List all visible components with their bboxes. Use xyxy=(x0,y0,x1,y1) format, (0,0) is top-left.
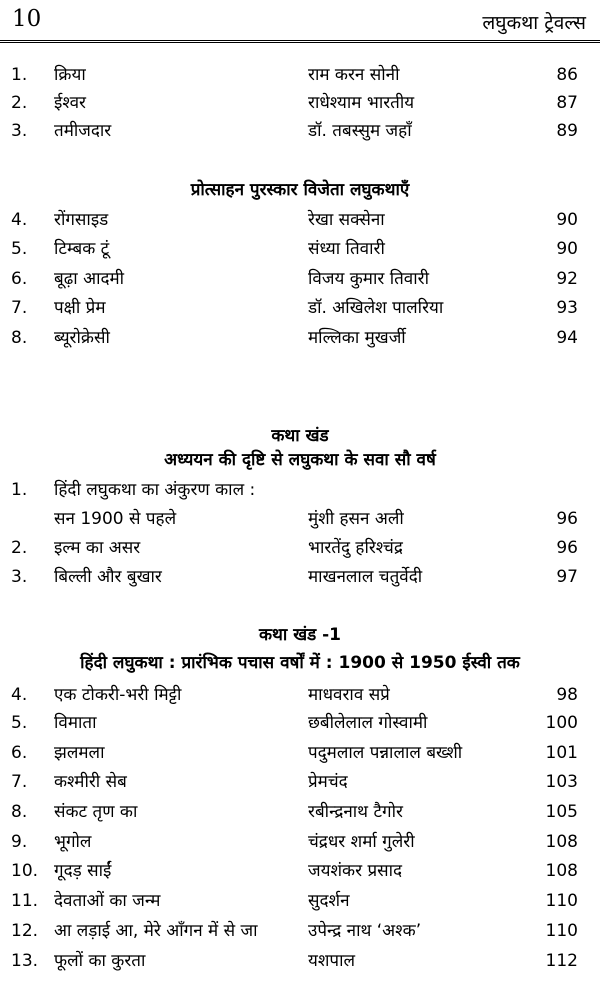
entry-page: 86 xyxy=(556,65,578,85)
section-heading: कथा खंड -1 xyxy=(258,625,342,645)
toc-row xyxy=(0,60,600,90)
entry-page: 108 xyxy=(545,832,578,852)
toc-row xyxy=(0,797,600,827)
entry-number: 4. xyxy=(11,210,28,230)
entry-number: 3. xyxy=(11,567,28,587)
entry-author: माधवराव सप्रे xyxy=(308,685,390,705)
entry-author: छबीलेलाल गोस्वामी xyxy=(308,713,428,733)
entry-number: 4. xyxy=(11,685,28,705)
entry-page: 110 xyxy=(545,921,578,941)
entry-number: 7. xyxy=(11,772,28,792)
entry-page: 87 xyxy=(556,93,578,113)
entry-author: रेखा सक्सेना xyxy=(308,210,385,230)
toc-row xyxy=(0,886,600,916)
entry-title: संकट तृण का xyxy=(54,802,138,822)
entry-author: मल्लिका मुखर्जी xyxy=(308,328,406,348)
entry-page: 108 xyxy=(545,861,578,881)
entry-number: 2. xyxy=(11,93,28,113)
entry-number: 7. xyxy=(11,298,28,318)
toc-row xyxy=(0,264,600,294)
entry-title: पक्षी प्रेम xyxy=(54,298,106,318)
page-header xyxy=(0,0,600,40)
entry-page: 97 xyxy=(556,567,578,587)
entry-title: आ लड़ाई आ, मेरे आँगन में से जा xyxy=(54,921,258,941)
entry-title: बूढ़ा आदमी xyxy=(54,269,125,289)
entry-page: 89 xyxy=(556,121,578,141)
entry-page: 96 xyxy=(556,509,578,529)
entry-title: तमीजदार xyxy=(54,121,112,141)
toc-row xyxy=(0,738,600,768)
entry-page: 90 xyxy=(556,210,578,230)
entry-author: विजय कुमार तिवारी xyxy=(308,269,430,289)
entry-page: 110 xyxy=(545,891,578,911)
entry-author: यशपाल xyxy=(308,951,356,971)
entry-page: 93 xyxy=(556,298,578,318)
entry-page: 112 xyxy=(545,951,578,971)
entry-number: 13. xyxy=(11,951,39,971)
section-subheading: हिंदी लघुकथा : प्रारंभिक पचास वर्षों में : 1900 से 1950 ईस्वी तक xyxy=(80,653,520,673)
entry-number: 2. xyxy=(11,538,28,558)
entry-number: 9. xyxy=(11,832,28,852)
entry-number: 12. xyxy=(11,921,39,941)
entry-page: 96 xyxy=(556,538,578,558)
entry-number: 11. xyxy=(11,891,39,911)
running-title: लघुकथा ट्रेवल्स xyxy=(482,12,586,34)
entry-title: गूदड़ साईं xyxy=(54,861,112,881)
entry-title: देवताओं का जन्म xyxy=(54,891,161,911)
entry-number: 5. xyxy=(11,713,28,733)
toc-row xyxy=(0,504,600,534)
toc-row xyxy=(0,88,600,118)
toc-row xyxy=(0,767,600,797)
entry-author: चंद्रधर शर्मा गुलेरी xyxy=(308,832,415,852)
entry-author: भारतेंदु हरिश्चंद्र xyxy=(308,538,403,558)
entry-author: उपेन्द्र नाथ ‘अश्क’ xyxy=(308,921,422,941)
entry-author: माखनलाल चतुर्वेदी xyxy=(308,567,423,587)
entry-number: 8. xyxy=(11,328,28,348)
entry-page: 98 xyxy=(556,685,578,705)
entry-title: क्रिया xyxy=(54,65,86,85)
entry-title: एक टोकरी-भरी मिट्टी xyxy=(54,685,182,705)
entry-number: 5. xyxy=(11,239,28,259)
toc-row xyxy=(0,946,600,976)
entry-title: टिम्बक टूं xyxy=(54,239,110,259)
entry-number: 3. xyxy=(11,121,28,141)
entry-author: जयशंकर प्रसाद xyxy=(308,861,403,881)
entry-author: राम करन सोनी xyxy=(308,65,400,85)
entry-title: फूलों का कुरता xyxy=(54,951,146,971)
toc-row xyxy=(0,234,600,264)
toc-row xyxy=(0,680,600,710)
page-number: 10 xyxy=(12,6,42,32)
toc-row xyxy=(0,708,600,738)
entry-number: 1. xyxy=(11,65,28,85)
entry-author: प्रेमचंद xyxy=(308,772,348,792)
toc-row xyxy=(0,562,600,592)
toc-row xyxy=(0,916,600,946)
section-subheading: अध्ययन की दृष्टि से लघुकथा के सवा सौ वर्ष xyxy=(164,450,436,470)
entry-title: रोंगसाइड xyxy=(54,210,109,230)
toc-row xyxy=(0,827,600,857)
section-heading: कथा खंड xyxy=(271,426,329,446)
entry-number: 8. xyxy=(11,802,28,822)
entry-number: 6. xyxy=(11,743,28,763)
toc-row xyxy=(0,205,600,235)
toc-row xyxy=(0,475,600,505)
entry-author: डॉ. तबस्सुम जहाँ xyxy=(308,121,412,141)
entry-author: रबीन्द्रनाथ टैगोर xyxy=(308,802,403,822)
entry-page: 94 xyxy=(556,328,578,348)
entry-title: ब्यूरोक्रेसी xyxy=(54,328,110,348)
toc-row xyxy=(0,323,600,353)
entry-title: सन 1900 से पहले xyxy=(54,509,177,529)
toc-row xyxy=(0,533,600,563)
entry-author: संध्या तिवारी xyxy=(308,239,385,259)
section-heading: प्रोत्साहन पुरस्कार विजेता लघुकथाएँ xyxy=(190,180,410,200)
entry-title: ईश्वर xyxy=(54,93,86,113)
header-rule xyxy=(0,40,600,43)
entry-author: सुदर्शन xyxy=(308,891,350,911)
entry-author: राधेश्याम भारतीय xyxy=(308,93,415,113)
entry-title: हिंदी लघुकथा का अंकुरण काल : xyxy=(54,480,256,500)
entry-page: 101 xyxy=(545,743,578,763)
entry-number: 6. xyxy=(11,269,28,289)
entry-title: बिल्ली और बुखार xyxy=(54,567,162,587)
entry-title: विमाता xyxy=(54,713,97,733)
toc-row xyxy=(0,293,600,323)
entry-page: 100 xyxy=(545,713,578,733)
entry-title: इल्म का असर xyxy=(54,538,141,558)
entry-author: पदुमलाल पन्नालाल बख्शी xyxy=(308,743,463,763)
entry-title: कश्मीरी सेब xyxy=(54,772,127,792)
entry-number: 10. xyxy=(11,861,39,881)
entry-author: डॉ. अखिलेश पालरिया xyxy=(308,298,444,318)
entry-page: 105 xyxy=(545,802,578,822)
toc-row xyxy=(0,116,600,146)
entry-page: 90 xyxy=(556,239,578,259)
entry-title: झलमला xyxy=(54,743,105,763)
toc-row xyxy=(0,856,600,886)
entry-number: 1. xyxy=(11,480,28,500)
entry-page: 92 xyxy=(556,269,578,289)
entry-title: भूगोल xyxy=(54,832,92,852)
entry-author: मुंशी हसन अली xyxy=(308,509,404,529)
entry-page: 103 xyxy=(545,772,578,792)
